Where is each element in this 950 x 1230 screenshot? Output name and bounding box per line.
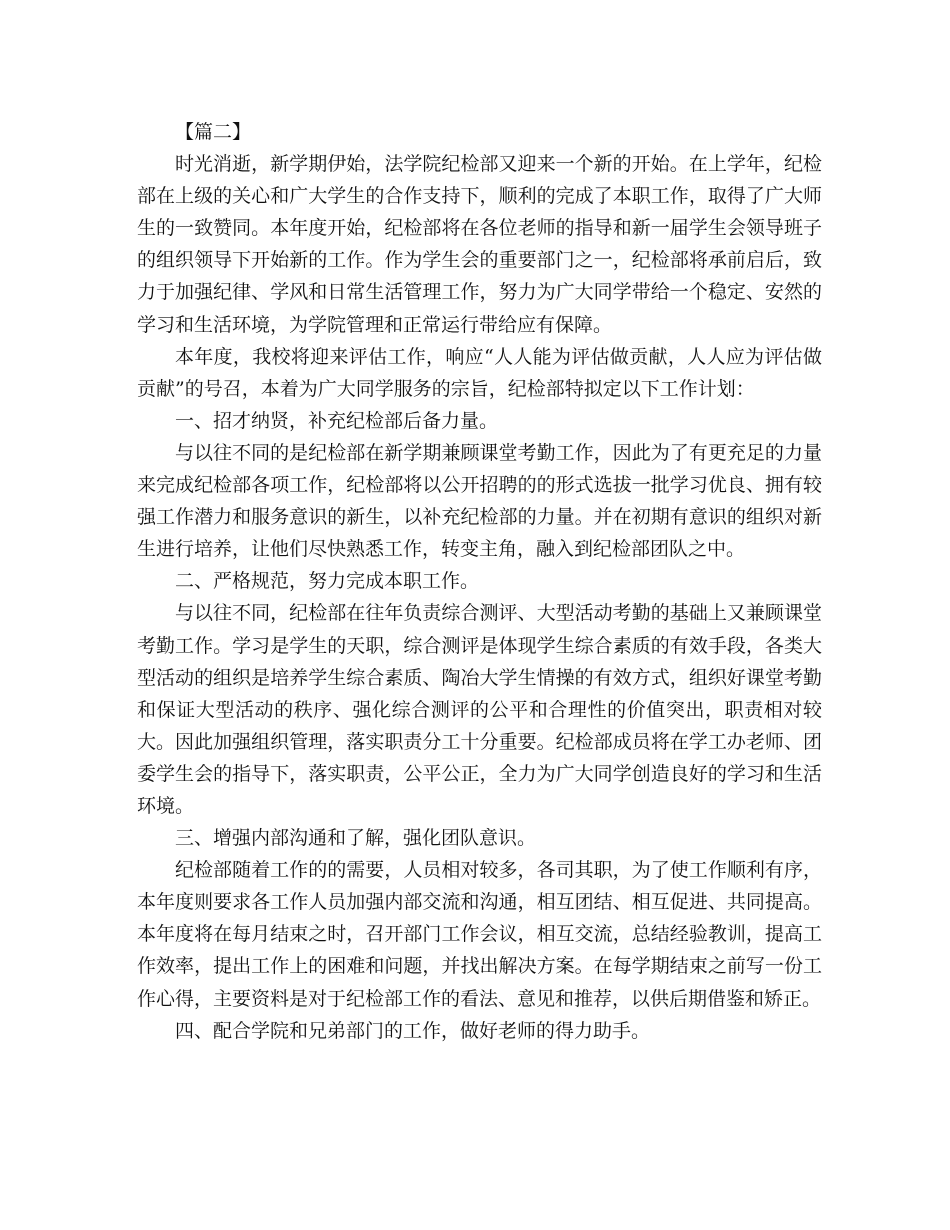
document-body xyxy=(137,116,822,1047)
paragraph-communication: 纪检部随着工作的的需要，人员相对较多，各司其职，为了使工作顺利有序，本年度则要求各工作人员加强内部交流和沟通，相互团结、相互促进、共同提高。本年度将在每月结束之时，召开部门工作会议，相互交流，总结经验教训，提高工作效率，提出工作上的困难和问题，并找出解决方案。在每学期结束之前写一份工作心得，主要资料是对于纪检部工作的看法、意见和推荐，以供后期借鉴和矫正。 xyxy=(137,859,822,1010)
paragraph-intro: 时光消逝，新学期伊始，法学院纪检部又迎来一个新的开始。在上学年，纪检部在上级的关心和广大学生的合作支持下，顺利的完成了本职工作，取得了广大师生的一致赞同。本年度开始，纪检部将在各位老师的指导和新一届学生会领导班子的组织领导下开始新的工作。作为学生会的重要部门之一，纪检部将承前启后，致力于加强纪律、学风和日常生活管理工作，努力为广大同学带给一个稳定、安然的学习和生活环境，为学院管理和正常运行带给应有保障。 xyxy=(137,153,822,336)
paragraph-recruitment: 与以往不同的是纪检部在新学期兼顾课堂考勤工作，因此为了有更充足的力量来完成纪检部各项工作，纪检部将以公开招聘的的形式选拔一批学习优良、拥有较强工作潜力和服务意识的新生，以补充纪检部的力量。并在初期有意识的组织对新生进行培养，让他们尽快熟悉工作，转变主角，融入到纪检部团队之中。 xyxy=(137,441,822,561)
heading-communication: 三、增强内部沟通和了解，强化团队意识。 xyxy=(175,827,537,850)
paragraph-plan-preface: 本年度，我校将迎来评估工作，响应“人人能为评估做贡献，人人应为评估做贡献”的号召，本着为广大同学服务的宗旨，纪检部特拟定以下工作计划： xyxy=(137,345,822,400)
heading-standards: 二、严格规范，努力完成本职工作。 xyxy=(175,570,480,593)
section-title: 【篇二】 xyxy=(175,121,252,143)
heading-cooperation: 四、配合学院和兄弟部门的工作，做好老师的得力助手。 xyxy=(175,1019,651,1042)
paragraph-standards: 与以往不同，纪检部在往年负责综合测评、大型活动考勤的基础上又兼顾课堂考勤工作。学习是学生的天职，综合测评是体现学生综合素质的有效手段，各类大型活动的组织是培养学生综合素质、陶冶大学生情操的有效方式，组织好课堂考勤和保证大型活动的秩序、强化综合测评的公平和合理性的价值突出，职责相对较大。因此加强组织管理，落实职责分工十分重要。纪检部成员将在学工办老师、团委学生会的指导下，落实职责，公平公正，全力为广大同学创造良好的学习和生活环境。 xyxy=(137,602,822,817)
heading-recruitment: 一、招才纳贤，补充纪检部后备力量。 xyxy=(175,409,499,432)
